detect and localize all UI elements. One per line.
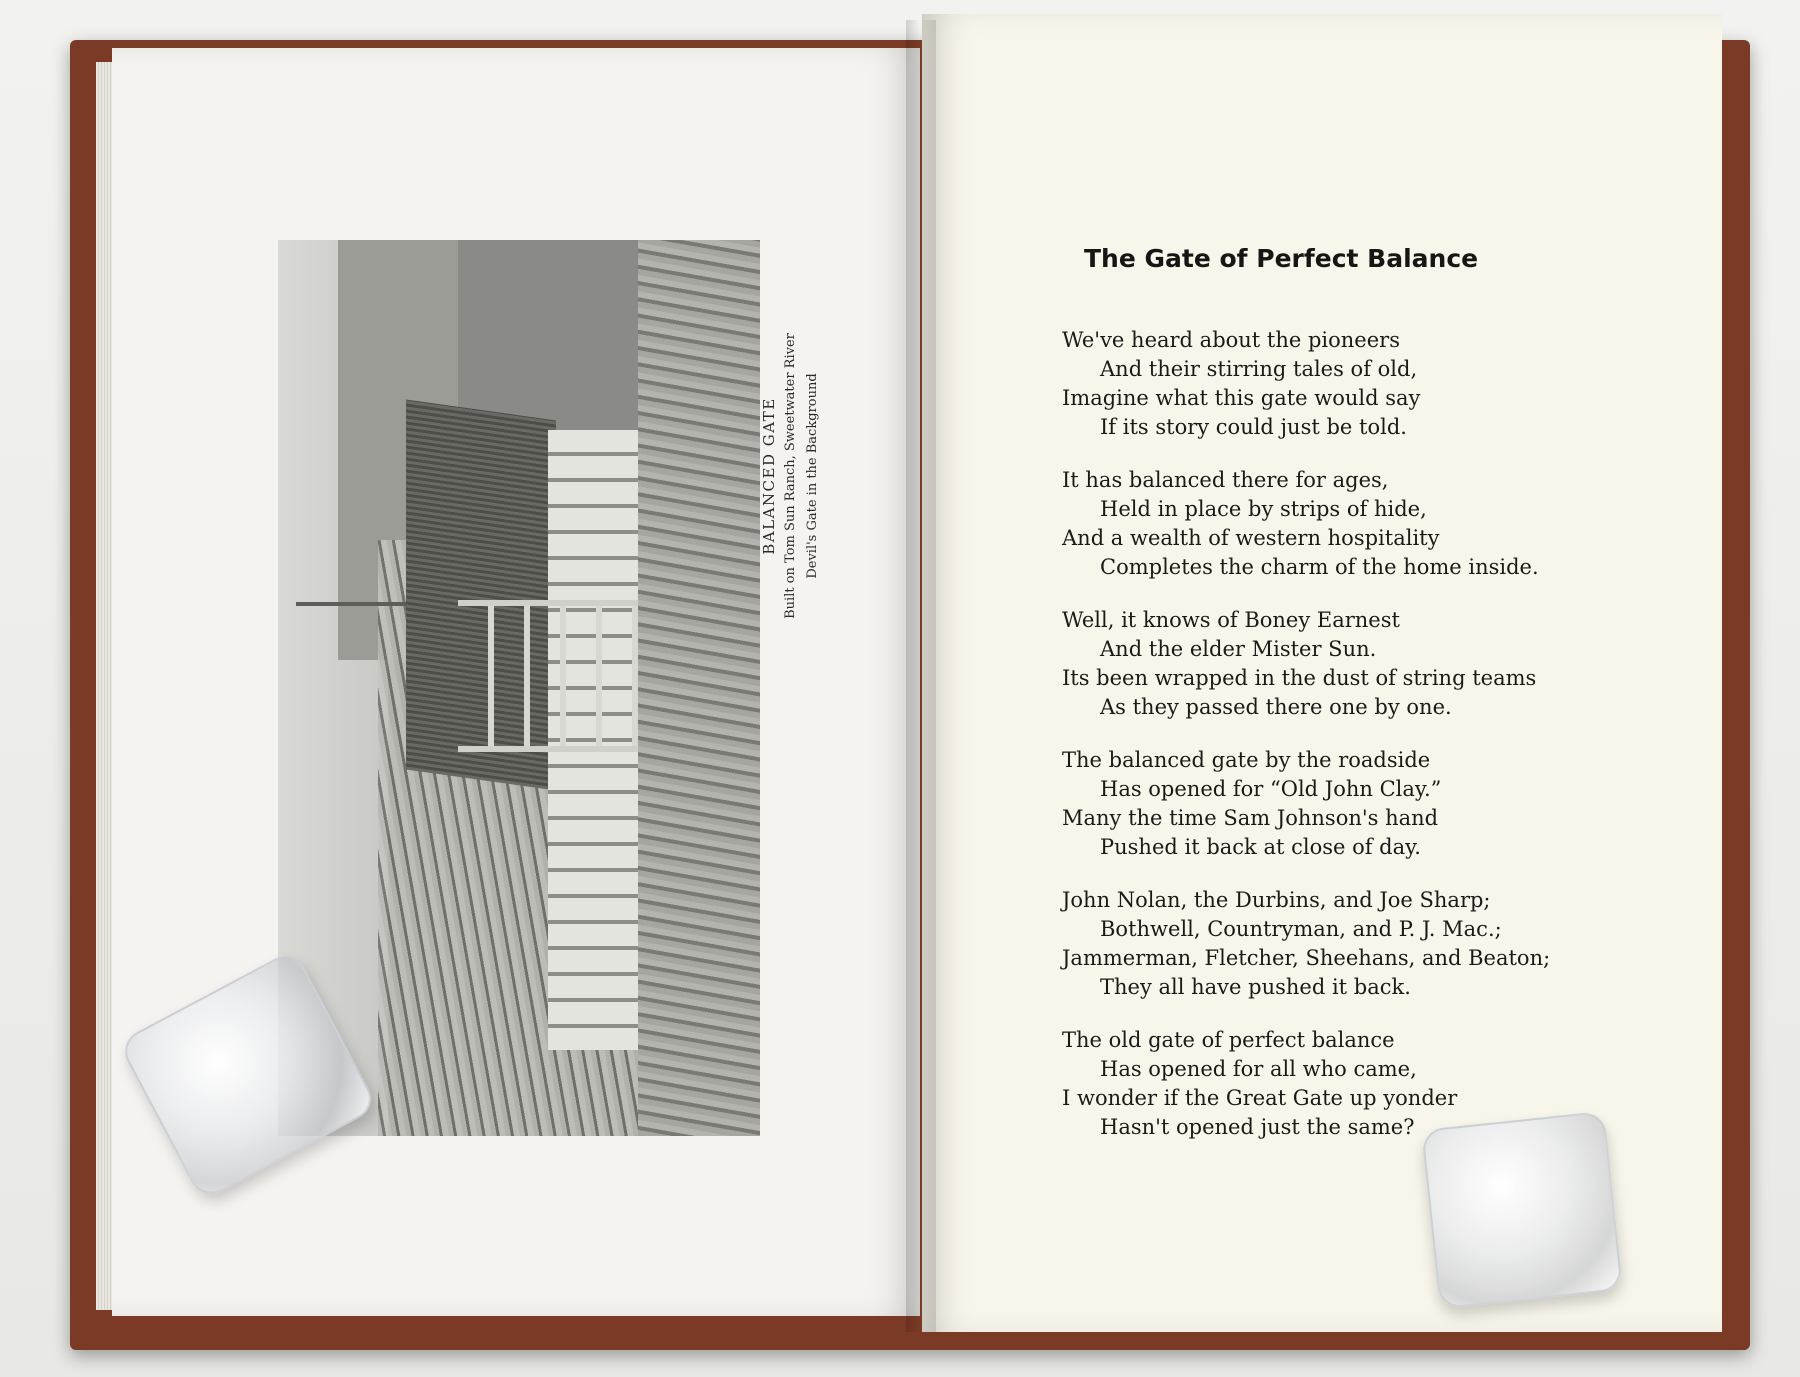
balanced-gate-photo bbox=[278, 240, 760, 1136]
poem-line: The balanced gate by the roadside bbox=[1062, 748, 1431, 772]
poem-line: As they passed there one by one. bbox=[1100, 695, 1452, 719]
poem-stanza bbox=[1062, 326, 1662, 442]
poem-line: Imagine what this gate would say bbox=[1062, 386, 1421, 410]
poem-line: Has opened for all who came, bbox=[1100, 1057, 1417, 1081]
poem-line: It has balanced there for ages, bbox=[1062, 468, 1389, 492]
poem-line: Many the time Sam Johnson's hand bbox=[1062, 806, 1439, 830]
poem-line: We've heard about the pioneers bbox=[1062, 328, 1400, 352]
poem-line: Hasn't opened just the same? bbox=[1100, 1115, 1415, 1139]
poem-title: The Gate of Perfect Balance bbox=[1084, 244, 1479, 273]
poem-line: Jammerman, Fletcher, Sheehans, and Beaton; bbox=[1062, 946, 1551, 970]
photo-caption bbox=[758, 266, 830, 686]
photo-gate bbox=[458, 600, 658, 752]
poem-line: And their stirring tales of old, bbox=[1100, 357, 1418, 381]
caption-title: BALANCED GATE bbox=[760, 397, 778, 555]
book-gutter bbox=[906, 20, 936, 1332]
poem-line: They all have pushed it back. bbox=[1100, 975, 1411, 999]
poem-line: John Nolan, the Durbins, and Joe Sharp; bbox=[1062, 888, 1491, 912]
poem-line: Bothwell, Countryman, and P. J. Mac.; bbox=[1100, 917, 1502, 941]
poem-line: I wonder if the Great Gate up yonder bbox=[1062, 1086, 1458, 1110]
poem-stanza bbox=[1062, 606, 1662, 722]
poem-body bbox=[1062, 326, 1662, 1166]
poem-line: And a wealth of western hospitality bbox=[1062, 526, 1440, 550]
poem-line: Has opened for “Old John Clay.” bbox=[1100, 777, 1442, 801]
glass-page-weight bbox=[1421, 1111, 1623, 1309]
poem-line: Completes the charm of the home inside. bbox=[1100, 555, 1539, 579]
poem-line: And the elder Mister Sun. bbox=[1100, 637, 1377, 661]
poem-line: Its been wrapped in the dust of string teams bbox=[1062, 666, 1537, 690]
poem-stanza bbox=[1062, 466, 1662, 582]
caption-line: Devil's Gate in the Background bbox=[805, 373, 820, 579]
poem-stanza bbox=[1062, 886, 1662, 1002]
photo-pole bbox=[296, 602, 406, 606]
poem-line: If its story could just be told. bbox=[1100, 415, 1407, 439]
poem-stanza bbox=[1062, 746, 1662, 862]
caption-line: Built on Tom Sun Ranch, Sweetwater River bbox=[783, 333, 798, 619]
poem-line: The old gate of perfect balance bbox=[1062, 1028, 1395, 1052]
poem-line: Pushed it back at close of day. bbox=[1100, 835, 1421, 859]
photo-ground bbox=[638, 240, 760, 1136]
poem-line: Well, it knows of Boney Earnest bbox=[1062, 608, 1400, 632]
poem-line: Held in place by strips of hide, bbox=[1100, 497, 1427, 521]
